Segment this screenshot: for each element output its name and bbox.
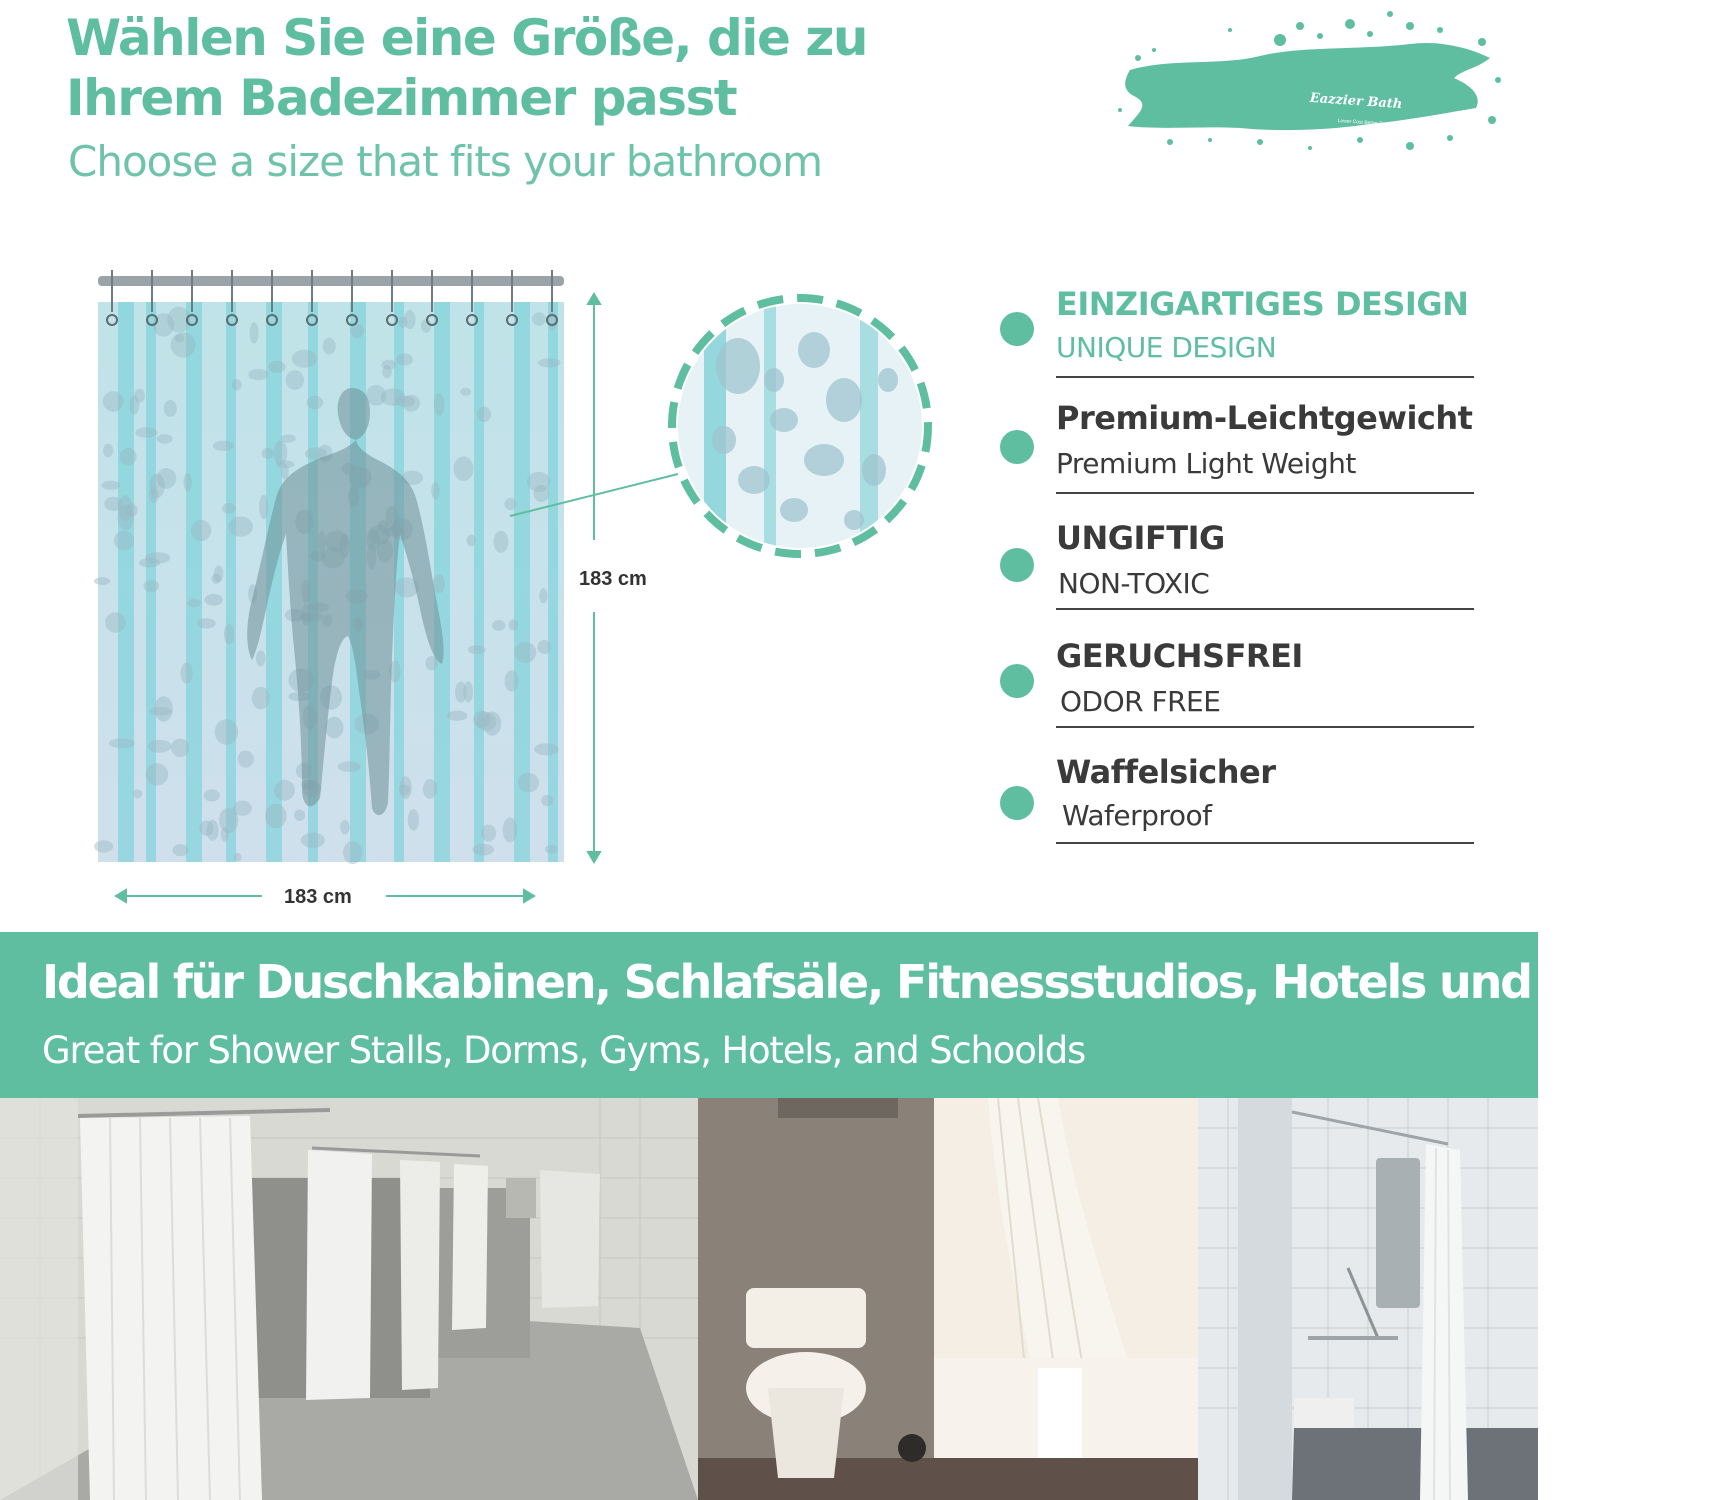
feature-divider (1056, 492, 1474, 494)
bullet-dot-icon (1000, 312, 1034, 346)
bullet-dot-icon (1000, 430, 1034, 464)
width-label: 183 cm (284, 886, 352, 908)
page-title-en: Choose a size that fits your bathroom (68, 137, 823, 186)
feature-subtitle: Waferproof (1062, 799, 1212, 832)
feature-divider (1056, 376, 1474, 378)
banner-title-de: Ideal für Duschkabinen, Schlafsäle, Fitnessstudios, Hotels und Schulen (42, 955, 1735, 1009)
page-title-de-line1: Wählen Sie eine Größe, die zu (66, 9, 867, 67)
feature-subtitle: UNIQUE DESIGN (1056, 331, 1277, 364)
feature-title: EINZIGARTIGES DESIGN (1056, 285, 1469, 323)
bullet-dot-icon (1000, 786, 1034, 820)
feature-title: GERUCHSFREI (1056, 637, 1303, 675)
feature-subtitle: Premium Light Weight (1056, 447, 1356, 480)
feature-divider (1056, 608, 1474, 610)
feature-title: UNGIFTIG (1056, 519, 1225, 557)
banner-title-en: Great for Shower Stalls, Dorms, Gyms, Hotels, and Schoolds (42, 1029, 1086, 1072)
height-label: 183 cm (579, 568, 647, 590)
page-title-de-line2: Ihrem Badezimmer passt (66, 69, 737, 127)
photo-school-shower (1198, 1098, 1538, 1500)
feature-title: Premium-Leichtgewicht (1056, 399, 1473, 437)
feature-divider (1056, 726, 1474, 728)
feature-subtitle: NON-TOXIC (1058, 567, 1210, 600)
bullet-dot-icon (1000, 548, 1034, 582)
bullet-dot-icon (1000, 664, 1034, 698)
logo-tagline: Lower Cost Better Quality (1337, 118, 1395, 128)
photo-shower-stalls (0, 1098, 698, 1500)
logo-brand: Eazzier Bath (1309, 90, 1403, 113)
photo-hotel-bathroom (698, 1098, 1198, 1500)
feature-subtitle: ODOR FREE (1060, 685, 1221, 718)
feature-divider (1056, 842, 1474, 844)
zoom-detail-circle (664, 290, 936, 562)
feature-title: Waffelsicher (1056, 753, 1276, 791)
